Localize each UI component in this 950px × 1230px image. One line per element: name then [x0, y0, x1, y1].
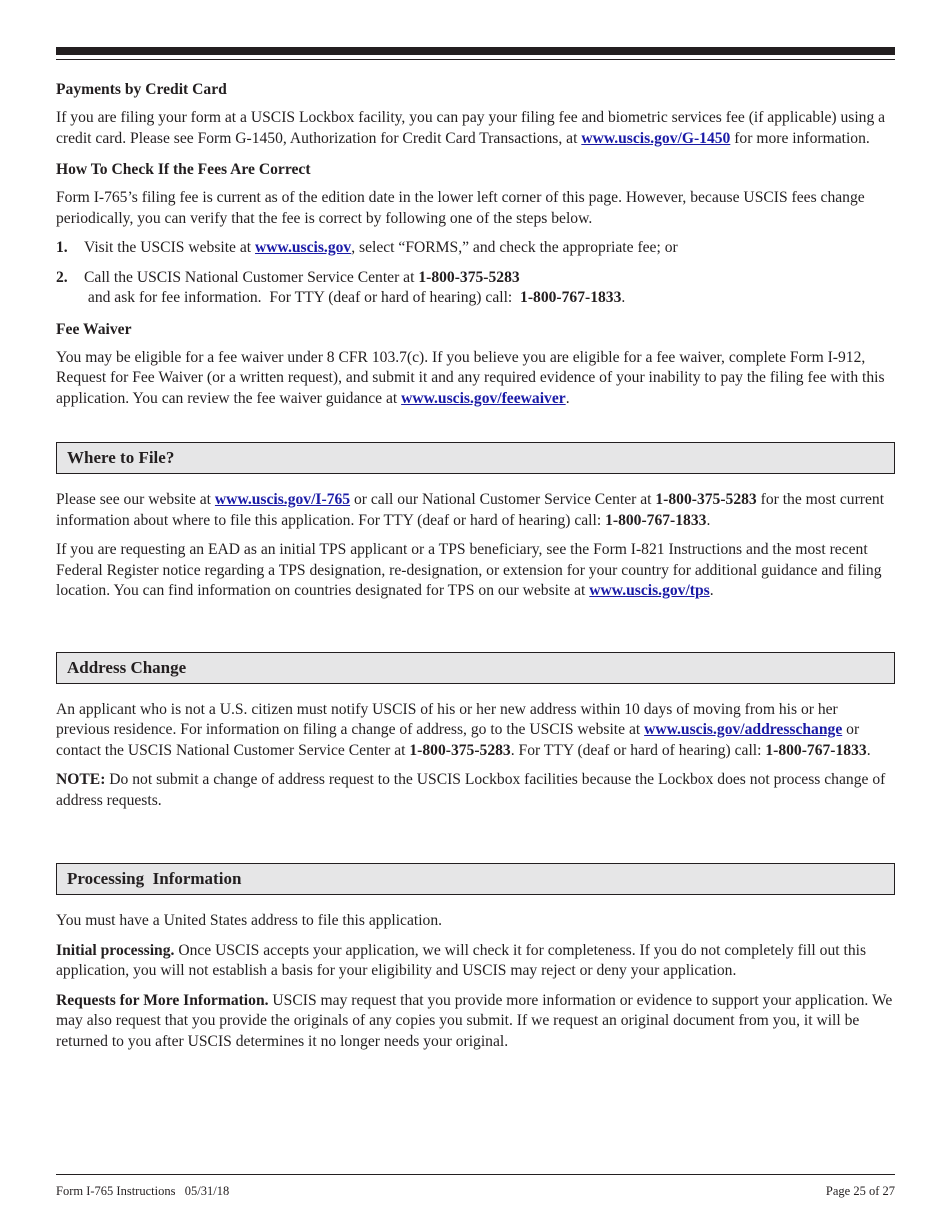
- heading-fee-waiver: Fee Waiver: [56, 320, 132, 338]
- link-i765[interactable]: www.uscis.gov/I-765: [214, 491, 351, 508]
- processing-paragraph-1: You must have a United States address to file this application.: [56, 912, 443, 929]
- top-rule-thin: [56, 59, 895, 60]
- link-tps[interactable]: www.uscis.gov/tps: [589, 582, 710, 599]
- section-check-fees: [56, 160, 895, 309]
- where-paragraph-1: Please see our website at www.uscis.gov/I-765 or call our National Customer Service Center at 1-800-375-5283 for the most current information about where to file this application. For TTY (deaf or hard of hearing) call: 1-800-767-1833.: [56, 491, 885, 529]
- check-fees-paragraph: Form I-765’s filing fee is current as of the edition date in the lower left corner of this page. However, because USCIS fees change periodically, you can verify that the fee is correct by following one of the steps below.: [56, 189, 865, 227]
- heading-credit-card: Payments by Credit Card: [56, 81, 227, 98]
- footer-page-number: Page 25 of 27: [825, 1184, 895, 1198]
- section-processing: [56, 911, 895, 1052]
- link-uscis-home[interactable]: www.uscis.gov: [255, 239, 352, 256]
- list-item: 2. Call the USCIS National Customer Service Center at 1-800-375-5283 and ask for fee information. For TTY (deaf or hard of hearing) call: 1-800-767-1833.: [56, 268, 626, 306]
- footer-rule: [56, 1174, 895, 1175]
- processing-paragraph-2: Initial processing. Once USCIS accepts your application, we will check it for completeness. If you do not completely fill out this application, you will not establish a basis for your eligibility and USCIS may reject or deny your application.: [56, 941, 867, 979]
- section-address-change: [56, 700, 895, 812]
- section-header-processing: Processing Information: [56, 863, 895, 895]
- link-addresschange[interactable]: www.uscis.gov/addresschange: [644, 721, 843, 738]
- top-rule-thick: [56, 47, 895, 55]
- document-body: [56, 80, 895, 1061]
- fee-steps-list: [56, 238, 895, 309]
- link-g1450[interactable]: www.uscis.gov/G-1450: [581, 129, 731, 147]
- list-item: 1. Visit the USCIS website at www.uscis.gov, select “FORMS,” and check the appropriate fee; or: [56, 239, 678, 256]
- section-header-where-to-file: Where to File?: [56, 442, 895, 474]
- where-paragraph-2: If you are requesting an EAD as an initial TPS applicant or a TPS beneficiary, see the Form I-821 Instructions and the most recent Federal Register notice regarding a TPS designation, re-designation, or extension for your country for additional guidance and filing location. You can find information on countries designated for TPS on our website at www.uscis.gov/tps.: [56, 541, 882, 599]
- processing-paragraph-3: Requests for More Information. USCIS may request that you provide more information or evidence to support your application. We may also request that you provide the originals of any copies you submit. If we request an original document from you, it will be returned to you after USCIS determines it no longer needs your original.: [56, 991, 893, 1050]
- credit-card-paragraph: If you are filing your form at a USCIS Lockbox facility, you can pay your filing fee and biometric services fee (if applicable) using a credit card. Please see Form G-1450, Authorization for Credit Card Transactions, at www.uscis.gov/G-1450 for more information.: [56, 109, 886, 147]
- section-where-to-file: [56, 490, 895, 602]
- fee-waiver-paragraph: You may be eligible for a fee waiver under 8 CFR 103.7(c). If you believe you are eligible for a fee waiver, complete Form I-912, Request for Fee Waiver (or a written request), and submit it and any required evidence of your inability to pay the filing fee with this application. You can review the fee waiver guidance at www.uscis.gov/feewaiver.: [56, 348, 885, 407]
- section-credit-card: [56, 80, 895, 149]
- link-feewaiver[interactable]: www.uscis.gov/feewaiver: [401, 389, 566, 407]
- footer-form-edition: Form I-765 Instructions 05/31/18: [56, 1184, 230, 1198]
- section-header-address-change: Address Change: [56, 652, 895, 684]
- address-paragraph: An applicant who is not a U.S. citizen must notify USCIS of his or her new address within 10 days of moving from his or her previous residence. For information on filing a change of address, go to the USCIS website at www.uscis.gov/addresschange or contact the USCIS National Customer Service Center at 1-800-375-5283. For TTY (deaf or hard of hearing) call: 1-800-767-1833.: [56, 700, 871, 759]
- section-fee-waiver: [56, 320, 895, 410]
- heading-check-fees: How To Check If the Fees Are Correct: [56, 161, 311, 178]
- address-note: NOTE: Do not submit a change of address request to the USCIS Lockbox facilities because the Lockbox does not process change of address requests.: [56, 771, 886, 809]
